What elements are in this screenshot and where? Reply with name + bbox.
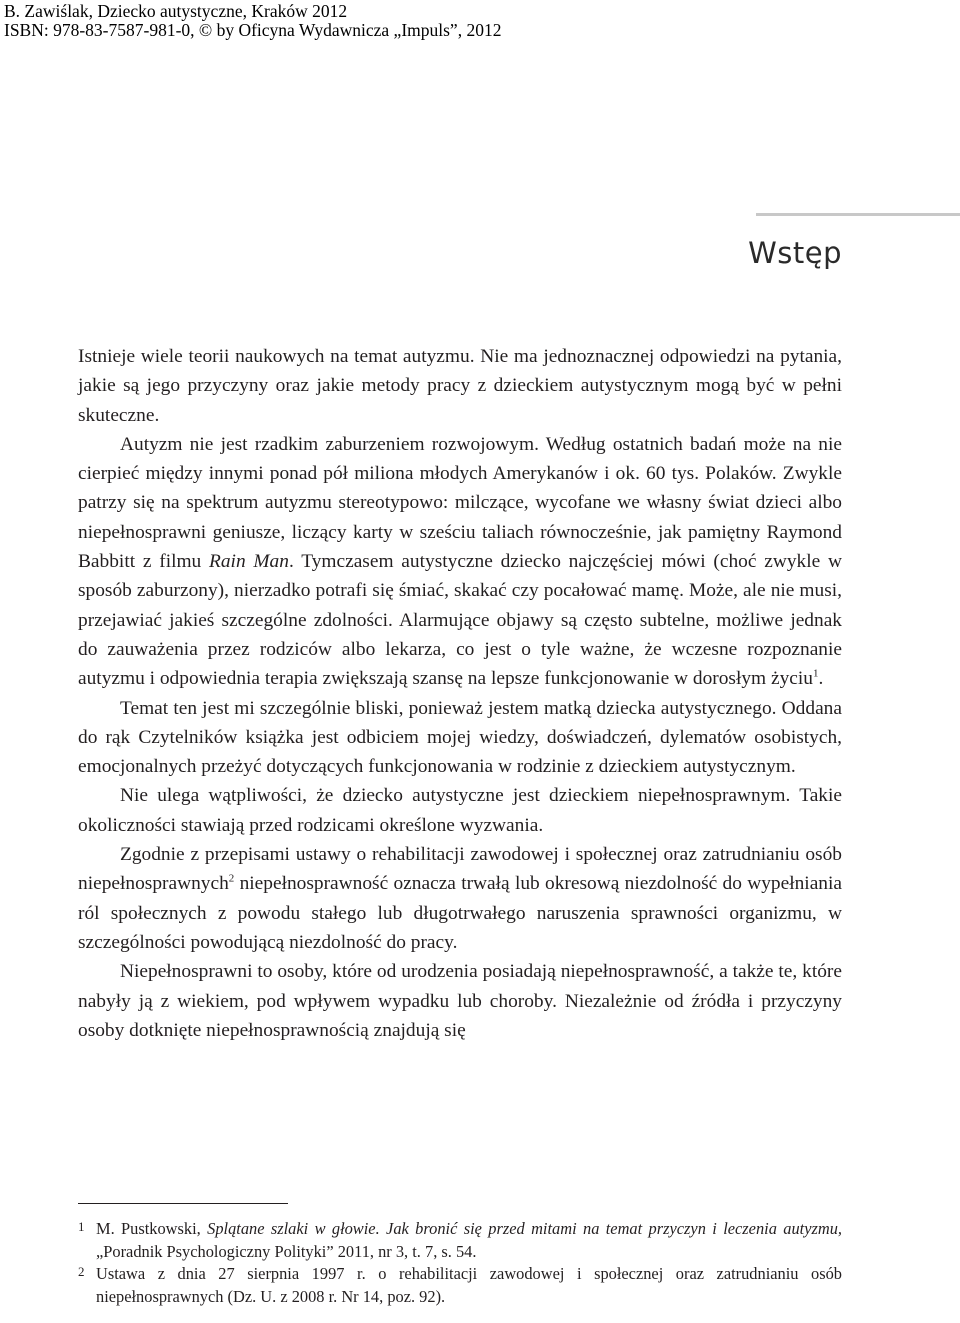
footnote-1-source: „Poradnik Psychologiczny Polityki” 2011, nr 3, t. 7, s. 54. — [96, 1241, 477, 1261]
paragraph-1-text: Istnieje wiele teorii naukowych na temat autyzmu. Nie ma jednoznacznej odpowiedzi na pytania, jakie są jego przyczyny oraz jakie metody pracy z dzieckiem autystycznym mogą być w pełni skuteczne. — [78, 346, 842, 426]
header-isbn: ISBN: 978-83-7587-981-0, © by Oficyna Wydawnicza „Impuls”, 2012 — [4, 20, 502, 40]
chapter-rule — [756, 213, 960, 216]
paragraph-5-text-b: niepełnosprawność oznacza trwałą lub okresową niezdolność do wypełniania ról społecznych z powodu stałego lub długotrwałego naruszenia sprawności organizmu, w szczególności powodującą niezdolność do pracy. — [78, 873, 842, 953]
footnote-2-text: Ustawa z dnia 27 sierpnia 1997 r. o rehabilitacji zawodowej i społecznej oraz zatrudnianiu osób niepełnosprawnych (Dz. U. z 2008 r. Nr 14, poz. 92). — [96, 1264, 842, 1306]
paragraph-5-text-a: Zgodnie z przepisami ustawy o rehabilitacji zawodowej i społecznej oraz zatrudnianiu osób niepełnosprawnych — [78, 844, 842, 895]
footnote-1-number: 1 — [78, 1219, 85, 1234]
footnote-2-number: 2 — [78, 1264, 85, 1280]
film-title: Rain Man — [209, 551, 289, 573]
paragraph-2-text-c: . — [818, 668, 824, 690]
footnote-1-text — [96, 1218, 842, 1263]
paragraph-3 — [78, 694, 842, 782]
paragraph-6-text: Niepełnosprawni to osoby, które od urodzenia posiadają niepełnosprawność, a także te, które nabyły ją z wiekiem, pod wpływem wypadku lub choroby. Niezależnie od źródła i przyczyny osoby dotknięte niepełnosprawnością znajdują się — [78, 961, 842, 1041]
paragraph-2-text-a: Autyzm nie jest rzadkim zaburzeniem rozwojowym. Według ostatnich badań może na nie cierpieć między innymi ponad pół miliona młodych Amerykanów i ok. 60 tys. Polaków. Zwykle patrzy się na spektrum autyzmu stereotypowo: milczące, wycofane we własny świat dzieci albo niepełnosprawni geniusze, liczący karty w sześciu taliach równocześnie, jak pamiętny Raymond Babbitt z filmu — [78, 433, 842, 573]
paragraph-1 — [78, 342, 842, 430]
paragraph-5 — [78, 840, 842, 957]
chapter-title: Wstęp — [748, 236, 842, 270]
copyright-header — [4, 2, 501, 40]
footnote-1-author: M. Pustkowski, — [96, 1219, 208, 1238]
paragraph-2 — [78, 430, 842, 694]
paragraph-2-text-b: . Tymczasem autystyczne dziecko najczęściej mówi (choć zwykle w sposób zaburzony), nierzadko potrafi się śmiać, skakać czy pocałować mamę. Może, ale nie musi, przejawiać jakieś szczególne zdolności. Alarmujące objawy są często subtelne, możliwe jednak do zauważenia przez rodziców albo lekarza, co jest o tyle ważne, że wczesne rozpoznanie autyzmu i odpowiednia terapia zwiększają szansę na lepsze funkcjonowanie w dorosłym życiu — [78, 551, 842, 690]
paragraph-6 — [78, 957, 842, 1045]
paragraph-4 — [78, 781, 842, 840]
paragraph-3-text: Temat ten jest mi szczególnie bliski, ponieważ jestem matką dziecka autystycznego. Oddana do rąk Czytelników książka jest odbiciem mojej wiedzy, doświadczeń, dylematów osobistych, emocjonalnych przeżyć dotyczących funkcjonowania w rodzinie z dzieckiem autystycznym. — [78, 697, 842, 778]
footnote-ref-2[interactable]: 2 — [228, 872, 235, 885]
footnotes — [78, 1218, 842, 1308]
body-text — [78, 342, 842, 1045]
footnote-ref-1[interactable]: 1 — [812, 667, 819, 680]
footnote-1 — [78, 1218, 842, 1263]
paragraph-4-text: Nie ulega wątpliwości, że dziecko autystyczne jest dzieckiem niepełnosprawnym. Takie okoliczności stawiają przed rodzicami określone wyzwania. — [78, 785, 842, 836]
footnote-1-title: Splątane szlaki w głowie. Jak bronić się przed mitami na temat przyczyn i leczenia autyzmu, — [207, 1219, 842, 1238]
header-citation: B. Zawiślak, Dziecko autystyczne, Kraków 2012 — [4, 1, 348, 21]
footnote-2 — [78, 1263, 842, 1308]
footnote-separator — [78, 1203, 288, 1204]
